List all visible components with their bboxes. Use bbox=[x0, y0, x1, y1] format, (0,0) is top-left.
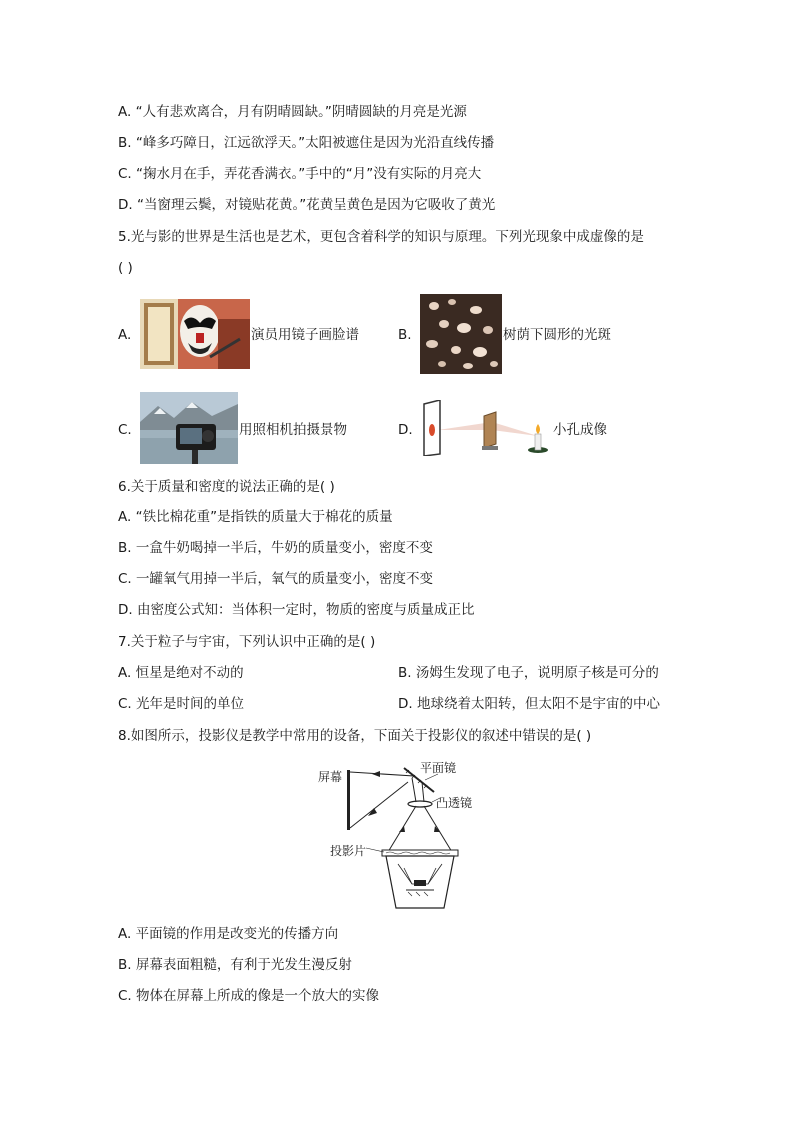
q7-stem: 7.关于粒子与宇宙，下列认识中正确的是( ) bbox=[118, 634, 376, 650]
q7-option-a: A. 恒星是绝对不动的 bbox=[118, 665, 244, 681]
q5-stem: 5.光与影的世界是生活也是艺术，更包含着科学的知识与原理。下列光现象中成虚像的是 bbox=[118, 229, 644, 245]
q5-option-a-caption: 演员用镜子画脸谱 bbox=[251, 327, 359, 343]
q5-option-b-caption: 树荫下圆形的光斑 bbox=[503, 327, 611, 343]
q5-stem-bracket: ( ) bbox=[118, 260, 133, 276]
opera-mirror-photo-icon bbox=[140, 299, 250, 369]
q5-option-a-letter: A. bbox=[118, 327, 132, 343]
q7-option-d: D. 地球绕着太阳转，但太阳不是宇宙的中心 bbox=[398, 696, 660, 712]
q6-option-a: A. “铁比棉花重”是指铁的质量大于棉花的质量 bbox=[118, 509, 393, 525]
projector-diagram bbox=[316, 756, 486, 916]
slide-label: 投影片 bbox=[330, 844, 367, 858]
lens-label: 凸透镜 bbox=[436, 796, 473, 810]
q5-option-c-letter: C. bbox=[118, 422, 132, 438]
camera-landscape-photo-icon bbox=[140, 392, 238, 464]
q6-option-d: D. 由密度公式知：当体积一定时，物质的密度与质量成正比 bbox=[118, 602, 475, 618]
q6-option-c: C. 一罐氧气用掉一半后，氧气的质量变小，密度不变 bbox=[118, 571, 434, 587]
q8-option-c: C. 物体在屏幕上所成的像是一个放大的实像 bbox=[118, 988, 380, 1004]
q4-option-a: A. “人有悲欢离合，月有阴晴圆缺。”阴晴圆缺的月亮是光源 bbox=[118, 104, 467, 120]
q5-option-d-letter: D. bbox=[398, 422, 413, 438]
q4-option-d: D. “当窗理云鬓，对镜贴花黄。”花黄呈黄色是因为它吸收了黄光 bbox=[118, 197, 496, 213]
q8-option-b: B. 屏幕表面粗糙，有利于光发生漫反射 bbox=[118, 957, 352, 973]
q7-option-c: C. 光年是时间的单位 bbox=[118, 696, 245, 712]
screen-label: 屏幕 bbox=[318, 770, 343, 784]
q6-stem: 6.关于质量和密度的说法正确的是( ) bbox=[118, 479, 335, 495]
q5-option-b-letter: B. bbox=[398, 327, 412, 343]
q5-option-d-caption: 小孔成像 bbox=[553, 422, 607, 438]
light-spots-photo-icon bbox=[420, 294, 502, 374]
q4-option-c: C. “掬水月在手，弄花香满衣。”手中的“月”没有实际的月亮大 bbox=[118, 166, 482, 182]
q4-option-b: B. “峰多巧障日，江远欲浮天。”太阳被遮住是因为光沿直线传播 bbox=[118, 135, 495, 151]
q8-option-a: A. 平面镜的作用是改变光的传播方向 bbox=[118, 926, 339, 942]
q8-stem: 8.如图所示，投影仪是教学中常用的设备，下面关于投影仪的叙述中错误的是( ) bbox=[118, 728, 592, 744]
pinhole-diagram-icon bbox=[420, 400, 552, 456]
q6-option-b: B. 一盒牛奶喝掉一半后，牛奶的质量变小，密度不变 bbox=[118, 540, 433, 556]
mirror-label: 平面镜 bbox=[420, 761, 457, 775]
q7-option-b: B. 汤姆生发现了电子，说明原子核是可分的 bbox=[398, 665, 659, 681]
q5-option-c-caption: 用照相机拍摄景物 bbox=[239, 422, 347, 438]
